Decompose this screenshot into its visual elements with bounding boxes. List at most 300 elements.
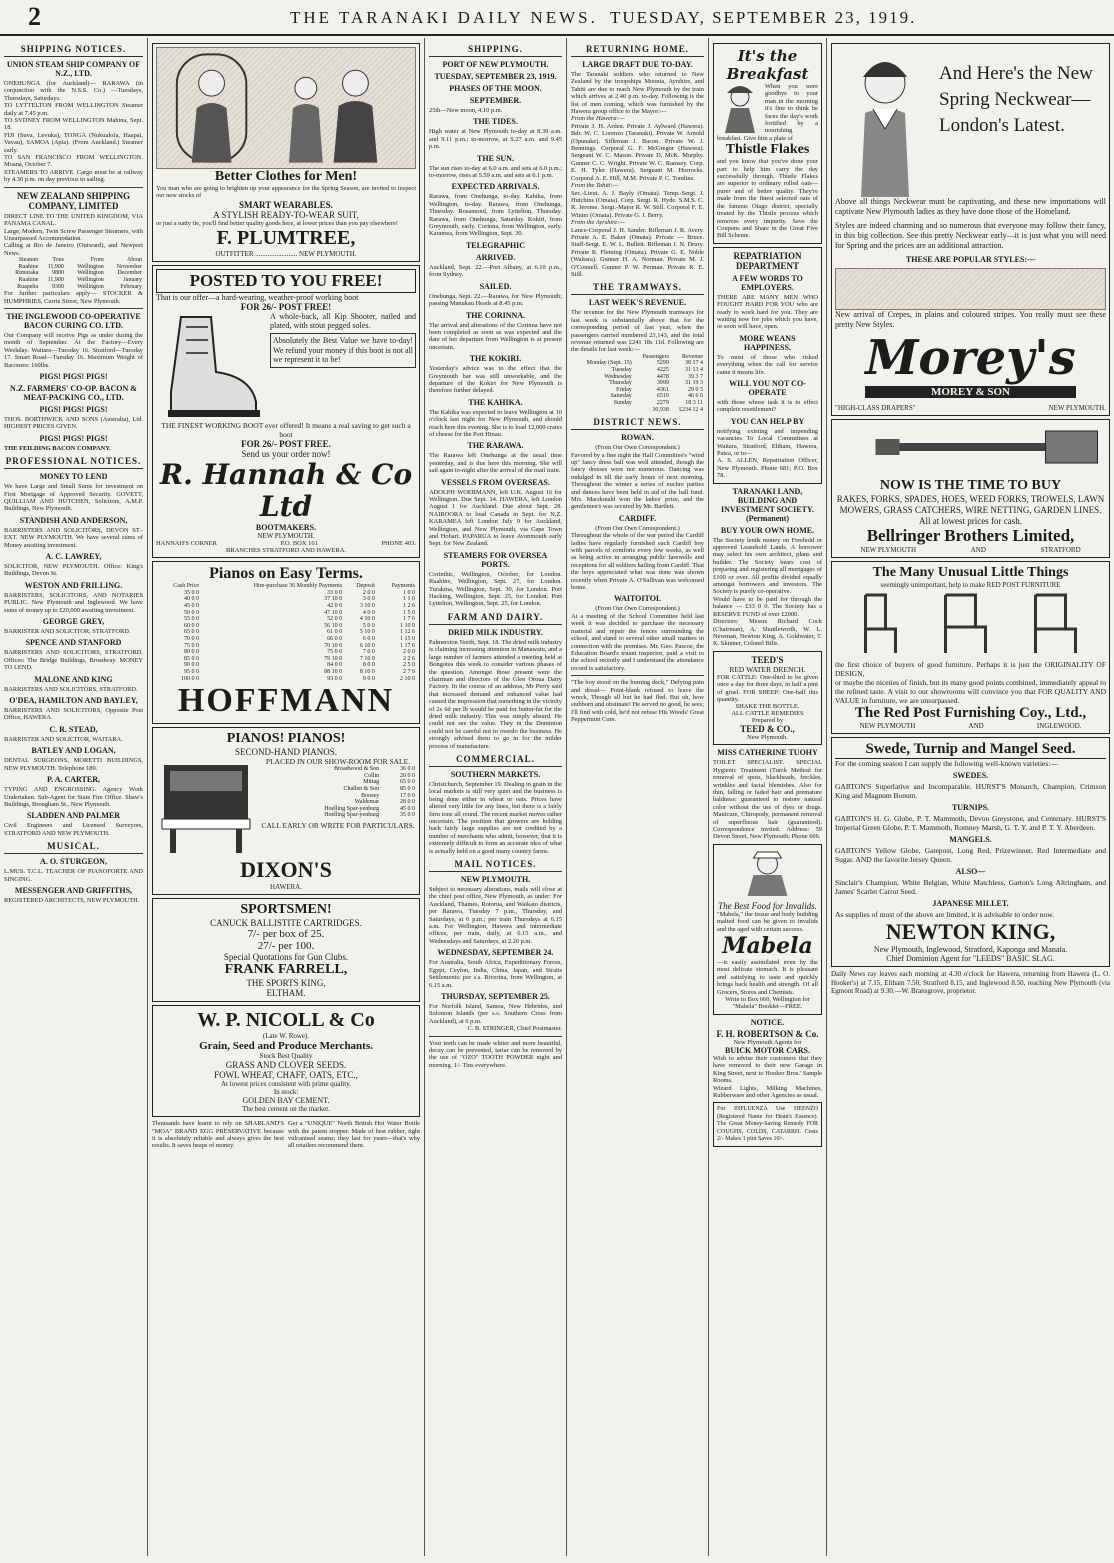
article-subhead: VESSELS FROM OVERSEAS.	[441, 477, 550, 487]
article-subhead: LAST WEEK'S REVENUE.	[588, 298, 687, 308]
section-heading: PROFESSIONAL NOTICES.	[4, 456, 143, 469]
table-cell: 45 0 0	[184, 603, 200, 609]
morey-logo: Morey's	[865, 330, 1076, 386]
advertiser-name: W. P. NICOLL & Co	[197, 1009, 375, 1032]
ad-text: FOR CATTLE: One-third to be given once a day for three days, in half a pint of gruel. FOR SHEEP: One-half this quantity.	[717, 673, 818, 703]
farrell-ad	[152, 898, 420, 1002]
table-cell: 42 0 0	[327, 603, 343, 609]
ad-headline: And Here's the New Spring Neckwear— London's Latest.	[939, 63, 1093, 136]
notice-heading: GEORGE GREY,	[42, 617, 105, 627]
table-row	[156, 603, 416, 610]
ad-headline: Better Clothes for Men!	[214, 169, 358, 184]
ad-text: —is easily assimilated even by the most delicate stomach. It is pleasant and satisfying to taste and quickly brings back health and strength. Of all Grocers, Stores and Chemists.	[717, 959, 818, 996]
table-cell: 2 7 6	[403, 668, 415, 675]
table-cell: 66 0 0	[327, 635, 343, 642]
article-text: The revenue for the New Plymouth tramways for last week is substantially above that for the corresponding period of last year, when the passengers carried numbered 23,143, and the total revenue returned was £241 18s 11d. Following are the details for last week:—	[571, 309, 704, 354]
table-cell: 85 0 0	[184, 655, 200, 662]
table-row	[571, 387, 704, 394]
table-row	[156, 662, 416, 669]
ad-price: 27/- per 100.	[257, 940, 315, 953]
ad-headline: Grain, Seed and Produce Merchants.	[199, 1040, 373, 1053]
table-row	[260, 799, 416, 806]
table-row	[571, 374, 704, 381]
table-cell: 8 0 0	[362, 662, 375, 669]
table-cell: 6510	[656, 393, 669, 400]
ad-text: THE FEILDING BACON COMPANY.	[4, 444, 111, 452]
table-cell: February	[120, 283, 142, 290]
article-subhead: THE CORINNA.	[465, 310, 526, 320]
ad-headline: POSTED TO YOU FREE!	[156, 269, 416, 293]
section-heading: SHIPPING.	[429, 44, 562, 57]
table-cell: 88 10 0	[324, 668, 343, 675]
table-cell: Monday (Sept. 15)	[586, 360, 632, 367]
table-cell: Wednesday	[604, 373, 632, 380]
ad-text: The Society lends money on Freehold or approved Leasehold Lands. A borrower may select his own architect, plans and builder. The Society bears cost of preparing and registering all mortgages of £100 or over. All profits divided equally amongst borrowers and investors. The Society is purely co-operative.	[713, 536, 822, 596]
ad-subline: SMART WEARABLES.	[239, 199, 333, 210]
ad-headline: TEED'S	[751, 654, 784, 665]
ad-subline: CALL EARLY OR WRITE FOR PARTICULARS.	[261, 820, 415, 830]
table-cell: 33 0 0	[327, 589, 343, 596]
piano-icon	[156, 757, 256, 857]
table-cell: 31 19 3	[685, 380, 703, 387]
table-cell: 1 0 0	[403, 589, 415, 596]
table-cell: 1 5 0	[403, 609, 415, 616]
repatriation-ad	[713, 247, 822, 484]
table-cell: December	[117, 270, 142, 277]
ad-text: Absolutely the Best Value we have to-day! We refund your money if this boot is not all we represent it to be!	[270, 333, 416, 368]
table-cell: Rimutaka	[15, 270, 39, 277]
men-illustration	[156, 47, 416, 169]
section-heading: COMMERCIAL.	[429, 754, 562, 767]
notice-heading: MONEY TO LEND	[39, 472, 108, 482]
ad-subline: NEW PLYMOUTH	[859, 722, 916, 730]
ad-subline: GRASS AND CLOVER SEEDS.	[225, 1060, 347, 1071]
ad-subline: BUY YOUR OWN HOME.	[720, 525, 815, 535]
column-shipping-news	[425, 38, 567, 1556]
article-text: 25th—New moon, 4.10 p.m.	[429, 107, 503, 114]
table-cell: 8 10 0	[359, 668, 375, 675]
ad-subline: "HIGH-CLASS DRAPERS"	[835, 404, 916, 412]
ad-text: New arrival of Crepes, in plains and coloured stripes. You really must see these pretty New Styles.	[835, 310, 1106, 329]
ad-text: THERE ARE MANY MEN WHO FOUGHT HARD FOR YOU who are ready to work hard for you. They are waiting now for jobs which you have, or soon will have, open.	[717, 293, 818, 331]
ozo-ad: Your teeth can be made whiter and more beautiful, decay can be prevented, tartar can be removed by the use of "OZO" TOOTH POWDER night and morning. 1/- Tins everywhere.	[429, 1039, 562, 1069]
notice-text: BARRISTERS, SOLICITORS, AND NOTARIES PUBLIC. New Plymouth and Inglewood. We have sums of money up to £20,000 awaiting investment.	[4, 591, 143, 614]
table-row	[156, 643, 416, 650]
page-number: 2	[28, 2, 41, 31]
column-small-ads	[709, 38, 827, 1556]
ad-subline: BUICK MOTOR CARS.	[725, 1045, 810, 1055]
ad-heading: THE INGLEWOOD CO-OPERATIVE BACON CURING CO. LTD.	[6, 311, 141, 330]
ad-text: GARTON'S Superlative and Incomparable. HURST'S Monarch, Champion, Crimson King and Magnum Bonum.	[835, 782, 1106, 800]
table-cell: 5 10 0	[359, 629, 375, 636]
ad-subline: New Plymouth Agents for	[733, 1038, 802, 1046]
table-cell: 55 0 0	[184, 616, 200, 623]
table-cell: 2 0 0	[362, 589, 375, 596]
ad-headline: Swede, Turnip and Mangel Seed.	[835, 741, 1106, 759]
table-row	[260, 779, 416, 786]
table-cell: 52 0 0	[327, 616, 343, 623]
ad-subline: Chief Dominion Agent for "LEEDS" BASIC SLAG.	[886, 954, 1055, 963]
notice-text: SOLICITOR, NEW PLYMOUTH. Office: King's Buildings, Devon St.	[4, 563, 143, 578]
ad-subline: MORE WEANS HAPPINESS.	[739, 333, 796, 352]
table-cell: 5299	[656, 360, 669, 367]
table-cell: 6 10 0	[359, 642, 375, 649]
column-advertisements	[148, 38, 425, 1556]
hoffmann-logo: HOFFMANN	[177, 682, 395, 720]
column-shipping-professional	[0, 38, 148, 1556]
table-header-cell: Deposit	[356, 583, 375, 590]
ad-subline: At lowest prices consistent with prime quality.	[221, 1080, 351, 1089]
ad-text: DIRECT LINE TO THE UNITED KINGDOM, VIA PANAMA CANAL.	[4, 212, 143, 228]
table-cell: 39 3 7	[688, 373, 703, 380]
table-cell: 5 0 0	[362, 622, 375, 629]
ad-text: To most of those who risked everything when the call for service came it means life.	[717, 353, 818, 376]
table-row	[156, 623, 416, 630]
table-cell: 75 0 0	[327, 649, 343, 656]
ad-text: Directors: Messrs Richard Cock (Chairman), A. Shuttleworth, W. L. Newman, Newton King, A. Goldwater, T. K. Skinner, Colonel Bilis.	[713, 618, 822, 648]
ad-text: TO SAN FRANCISCO FROM WELLINGTON. Moana, October 7.	[4, 154, 143, 169]
ad-text: Write to Box 660, Wellington for "Mabela" Booklet—FREE.	[725, 996, 810, 1011]
advertiser-name: F. PLUMTREE,	[216, 227, 356, 250]
article-subhead: WEDNESDAY, SEPTEMBER 24.	[437, 948, 554, 958]
table-cell: Ruapehu	[17, 283, 39, 290]
table-cell: 65 0 0	[184, 629, 200, 636]
article-subhead: PORT OF NEW PLYMOUTH.	[442, 60, 549, 69]
table-cell: 18 3 11	[685, 399, 703, 406]
table-cell: Ruahine	[18, 276, 39, 283]
article-subhead: STEAMERS FOR OVERSEA PORTS.	[443, 550, 548, 569]
heenzo-ad: For INFLUENZA Use HEENZO (Registered Name for Hean's Essence). The Great Money-Saving Remedy FOR COUGHS, COLDS, CATARRH. Costs 2/- Makes 1 pint Saves 10/-.	[713, 1102, 822, 1147]
article-byline: (From Our Own Correspondent.)	[595, 524, 680, 532]
table-cell: 6 0 0	[362, 635, 375, 642]
ad-headline: The Best Food for Invalids.	[718, 900, 817, 911]
table-row	[260, 773, 416, 780]
table-cell: 95 0 0	[184, 668, 200, 675]
ad-subline: In stock:	[273, 1088, 299, 1097]
table-cell: Thursday	[609, 380, 632, 387]
table-cell: Hoelling Spar-yenburg	[324, 805, 380, 812]
table-cell: 3999	[656, 380, 669, 387]
table-cell: Boosey	[361, 792, 380, 799]
sharland-ad: Thousands have learnt to rely on SHARLAND'S "MOA" BRAND EGG PRESERVATIVE because it is absolutely reliable and always gives the best results. It saves heaps of money.	[152, 1120, 284, 1150]
red-post-ad	[831, 561, 1110, 734]
advertiser-address: HAWERA.	[270, 883, 302, 892]
notice-heading: SPENCE AND STANFORD	[25, 638, 122, 648]
ad-subline: BOOTMAKERS.	[255, 523, 317, 533]
article-subhead: THE KOKIRI.	[469, 354, 522, 364]
issue-date: TUESDAY, SEPTEMBER 23, 1919.	[610, 8, 917, 27]
table-cell: Saturday	[610, 393, 632, 400]
table-cell: 29 0 5	[688, 386, 703, 393]
ad-subline: Send us your order now!	[241, 449, 331, 460]
advertiser-name: DIXON'S	[240, 857, 332, 883]
table-header-cell: Payments	[391, 583, 415, 590]
table-header-cell: Revenue	[682, 353, 703, 360]
table-header-cell: Cash Price	[173, 583, 200, 590]
table-cell: 1 15 0	[400, 635, 415, 642]
table-cell: Wellington	[77, 270, 104, 277]
table-row	[156, 676, 416, 683]
ad-text: FIJI (Suva, Levuka), TONGA (Nukualofa, Haapai, Vavau), SAMOA (Apia). (From Auckland.) Steamer early.	[4, 131, 143, 154]
neckwear-illustration	[835, 268, 1106, 310]
hoffmann-piano-ad	[152, 561, 420, 724]
ad-text: notifying existing and impending vacancies To Local Committees at Waitara, Stratford, Eltham, Hawera, Patea, or to—	[717, 427, 818, 457]
ad-subline: New Plymouth.	[747, 734, 788, 742]
table-cell: Wellington	[77, 263, 104, 270]
article-text: At a meeting of the School Committee held last week it was decided to purchase the necessary material and repair the fences surrounding the school, and stand to several other small matters in connection with the premises. Mr. Geo. Pascoe, the Education Board's truant inspector, paid a visit to the school recently and I understand the attendance record is satisfactory.	[571, 612, 704, 672]
table-cell: Mittag	[363, 779, 380, 786]
dixon-piano-ad	[152, 727, 420, 895]
ad-subline: THESE ARE POPULAR STYLES:—	[905, 255, 1036, 264]
table-cell: 17 0 0	[400, 792, 415, 799]
ad-text: A whole-back, all Kip Shooter, nailed and plated, with stout pegged soles.	[270, 312, 416, 331]
article-text: The arrival and alterations of the Corinna have not been completed as soon as was expected and the date of her departure from Wellington is at present uncertain.	[429, 321, 562, 351]
ad-headline: MISS CATHERINE TUOHY	[717, 748, 818, 758]
ad-text: A. S. ALLEN, Repatriation Officer, New Plymouth. Phone 681; P.O. Box 78.	[717, 457, 818, 480]
table-row	[4, 277, 143, 284]
ad-heading: PIGS! PIGS! PIGS!	[39, 371, 108, 381]
ad-text: Calling at Rio de Janeiro (Outward), and Newport News.	[4, 242, 143, 257]
notice-text: REGISTERED ARCHITECTS, NEW PLYMOUTH.	[4, 896, 140, 904]
ad-headline: NOTICE.	[750, 1017, 785, 1027]
ad-subline: JAPANESE MILLET.	[932, 899, 1009, 908]
ad-subline: FOWL WHEAT, CHAFF, OATS, ETC.,	[214, 1070, 358, 1081]
table-cell	[571, 407, 633, 414]
table-cell: 3 0 0	[362, 596, 375, 603]
article-subhead: THE RARAWA.	[467, 441, 524, 451]
ad-text: STEAMERS TO ARRIVE. Cargo must be at railway by 4.30 p.m. on day previous to sailing.	[4, 168, 143, 184]
ad-subline: NEW PLYMOUTH.	[257, 532, 315, 541]
table-row	[571, 367, 704, 374]
table-cell: 30,938	[652, 406, 669, 413]
table-cell: 35 0 0	[184, 589, 200, 596]
ad-headline: REPATRIATION DEPARTMENT	[733, 250, 802, 271]
ad-heading: PIGS! PIGS! PIGS!	[39, 433, 108, 443]
column-local-news	[567, 38, 709, 1556]
article-text: The Rarawa left Onehunga at the usual time yesterday, and is due here this morning. She will sail again to-night after the arrival of the mail train.	[429, 452, 562, 475]
table-cell: 4225	[656, 367, 669, 373]
article-subhead: THURSDAY, SEPTEMBER 25.	[441, 991, 550, 1001]
advertiser-name: F. H. ROBERTSON & Co.	[716, 1028, 819, 1039]
article-signoff: C. B. STRINGER, Chief Postmaster.	[467, 1025, 562, 1033]
table-cell: 1 2 6	[403, 603, 415, 609]
mabela-ad	[713, 844, 822, 1015]
article-subhead: EXPECTED ARRIVALS.	[451, 182, 540, 192]
notice-heading: WESTON AND FRILLING.	[24, 580, 123, 590]
table-cell: 2279	[656, 399, 669, 406]
article-subhead: ROWAN.	[621, 433, 654, 443]
table-row	[571, 360, 704, 367]
article-subhead: WAITOITOI.	[613, 594, 662, 604]
table-cell: 28 0 0	[400, 799, 415, 806]
ad-address: HANNAH'S CORNER	[156, 540, 217, 548]
advertiser-name: The Red Post Furnishing Coy., Ltd.,	[854, 705, 1087, 721]
table-row	[156, 610, 416, 617]
ad-subline: THE SPORTS KING,	[246, 978, 326, 989]
ad-text: TO LYTTELTON FROM WELLINGTON Steamer daily at 7.45 p.m.	[4, 102, 143, 117]
ad-subline: STRATFORD	[1040, 546, 1081, 554]
daily-news-car-notice: Daily News ray leaves each morning at 4.30 o'clock for Hawera, returning from Hawera (L. O. Hooker's) at 7.15, Eltham 7.50, Stratford 8.15, and Inglewood 8.50, reaching New Plymouth (via Egmont Road) at 9.30.—W. Bransgrove, proprietor.	[831, 970, 1110, 995]
table-header-cell: About	[127, 257, 142, 264]
ad-subline: Stock Best Quality	[259, 1052, 313, 1061]
ad-subline: The best cement on the market.	[242, 1105, 330, 1114]
notice-heading: A. C. LAWREY,	[45, 552, 102, 561]
article-text: The Kahika was expected to leave Wellington at 10 o'clock last night for New Plymouth, and should reach here this evening. She is to load 12,000 crates of cheese for the Port Hinau.	[429, 408, 562, 438]
article-subhead: THE SUN.	[477, 153, 514, 163]
table-cell: 1 17 6	[400, 642, 415, 649]
article-text: Lance-Corporal J. H. Sander. Rifleman J. R. Avery. Private A. E. Baker (Omata). Private — Bruce. Staff-Sergt. E. W. L. Bullett. Rifleman J. N. Drury. Private R. Fleming (Omata). Private G. E. Noble (Waitara). Gunner H. A. Norman. Private M. J. O'Connell. Gunner P. W. Perman. Private R. E. Still.	[571, 226, 704, 278]
table-cell: Challen & Son	[343, 785, 380, 792]
table-row	[260, 812, 416, 819]
ad-text: and you know that you've done your part to help him carry the day successfully through. Thistle Flakes are superior to ordinary rolled oats—purer and of better quality. They're made from the finest selected oats of the famous Otago district, specially treated by the Thistle process which removes every impurity. Save the Coupons and Share in the Great Five Bill Scheme.	[717, 158, 818, 240]
ad-text: Large, Modern, Twin Screw Passenger Steamers, with Unsurpassed Accommodation.	[4, 227, 143, 242]
ad-subline: ALSO—	[955, 867, 986, 876]
ad-subline: AND	[968, 722, 984, 730]
ad-price: FOR 26/- POST FREE.	[241, 439, 331, 450]
notice-text: Civil Engineers and Licensed Surveyors, STRATFORD AND NEW PLYMOUTH.	[4, 822, 143, 837]
ad-subline: WILL YOU NOT CO-OPERATE	[729, 378, 806, 397]
ad-text: When you were goodbye to your man in the morning it's fine to think he faces the day's work fortified by a nourishing breakfast. Give him a plate of	[717, 83, 818, 142]
ad-price: 7/- per box of 25.	[247, 928, 325, 941]
article-subhead: LARGE DRAFT DUE TO-DAY.	[582, 60, 693, 69]
table-header-cell: Passengers	[642, 353, 669, 360]
table-cell: 47 10 0	[324, 609, 343, 616]
article-text: Onehunga, Sept. 22.—Rarawa, for New Plymouth; passing Manukau Heads at 8.45 p.m.	[429, 292, 562, 308]
table-row	[571, 407, 704, 414]
article-text: Corinthic, Wellington, October, for London. Ruahine, Wellington, Sept. 27, for London. Turakina, Wellington, Sept. 30, for London. Port Hacking, Wellington, Sept. 25, for London. Port Lyttelton, Wellington, Sept. 25, for London.	[429, 570, 562, 608]
ad-text: TO SYDNEY FROM WELLINGTON Mahina, Sept. 18.	[4, 117, 143, 132]
notice-heading: P. A. CARTER,	[47, 775, 100, 785]
article-text: Sec.-Lieut. A. J. Bayly (Omata). Temp.-Sergt. J. Hutchins (Omata). Corp. Sergt. R. Hyde. S.M.S. C. R. Jerome. Sergt.-Major R. W. Still. Corporal F. E. Winter (Omata). Private G. J. Berry.	[571, 189, 704, 219]
table-cell: 9300	[51, 283, 64, 290]
hannah-boot-ad	[152, 265, 420, 558]
advertiser-address: OUTFITTER ........................ NEW PLYMOUTH.	[215, 250, 357, 259]
ad-text: GARTON'S Yellow Globe, Gatepost, Long Red, Prizewinner, Red Intermediate and Sugar. AND the favorite Jersey Queen.	[835, 846, 1106, 864]
table-cell: 11,900	[47, 263, 64, 270]
article-text: Yesterday's advice was to the effect that the Greymouth bar was still unworkable, and the departure of the Kokiri for New Plymouth is therefore further delayed.	[429, 365, 562, 395]
newspaper-title: THE TARANAKI DAILY NEWS.	[290, 8, 598, 27]
notice-heading: STANDISH AND ANDERSON,	[19, 515, 128, 525]
table-cell: 46 6 6	[688, 393, 703, 400]
table-cell: 2 10 0	[400, 675, 415, 682]
ad-text: That is our offer—a hard-wearing, weather-proof working boot	[156, 293, 359, 303]
chairs-icon	[835, 589, 1106, 655]
table-cell: 61 0 0	[327, 629, 343, 636]
article-subhead: THE TIDES.	[473, 117, 518, 127]
table-row	[156, 636, 416, 643]
ad-text: or maybe the niceties of finish, but its many good points combined, immediately appeal to the refined taste. A visit to our showrooms will convince you that FOR QUALITY AND VALUE in furniture, we are unsurpassed.	[835, 678, 1106, 705]
table-cell: 2 0 0	[403, 649, 415, 656]
table-cell: Ruahine	[18, 263, 39, 270]
table-cell: Broadwood & Son	[334, 766, 380, 773]
hot-water-bottle-ad: Get a "UNIQUE" North British Hot Water Bottle with the patent stopper. Made of best rubber, tight vulcanised seams; they last for years—that's why all retailers recommend them.	[288, 1120, 420, 1150]
ad-text: Our Company will receive Pigs as under during the month of September. At the Factory—Every Weekday. Waitara—Tuesday 16. Stratford—Tuesday 17. Smart Road—Tuesday 16. Maximum Weight of Baconers: 160lbs.	[4, 331, 143, 369]
table-header-cell: Steamer	[18, 257, 39, 264]
table-header-cell: From	[90, 257, 104, 264]
article-subhead: SOUTHERN MARKETS.	[450, 769, 541, 779]
nurse-icon	[717, 848, 818, 896]
ad-subline: PLACED IN OUR SHOW-ROOM FOR SALE.	[265, 757, 411, 767]
notice-text: L.MUS. T.C.L. TEACHER OF PIANOFORTE AND SINGING.	[4, 868, 143, 883]
sailings-table	[4, 257, 143, 290]
table-cell: Friday	[616, 386, 632, 393]
table-cell: 7 10 0	[359, 655, 375, 662]
ad-text: Wish to advise their customers that they have removed to their new Garage in King Street, next to Hooker Bros.' Sample Rooms.	[713, 1054, 822, 1085]
ad-text: THE FINEST WORKING BOOT ever offered! It means a real saving to get such a boot	[161, 421, 411, 439]
article-text: Subject to necessary alterations, mails will close at the chief post office, New Plymouth, as under: For Auckland, Thames, Rotorua, and Waikato districts, per Rarawa, Tuesday 7 p.m., Thursday, and Saturdays, at 6 p.m.; per train Thursdays at 6.15 a.m. For Wellington, Hawera and intermediate offices, per train, daily, at 6.15 a.m., and Wednesdays and Saturdays, at 2.20 p.m.	[429, 886, 562, 945]
article-text: Christchurch, September 19. Dealing in grain in the local markets is still very quiet and the business is being done either in wheat or oats. Prices have altered very little for any lines, but there is a fairly firm tone all round. The recent market moves rather uncertain. The position that growers are holding back fairly large supplies are not credited by a number of merchants who admit, however, that it is extremely difficult to form an accurate idea of what is actually held on a good many country farms.	[429, 780, 562, 855]
ad-subline: ELTHAM.	[266, 988, 306, 999]
table-cell: 100 0 0	[181, 675, 200, 682]
woman-neckwear-icon	[835, 47, 935, 197]
thistle-flakes-ad	[713, 43, 822, 244]
article-subhead: TUESDAY, SEPTEMBER 23, 1919.	[434, 72, 557, 81]
table-row	[156, 616, 416, 623]
ad-address: BRANCHES STRATFORD AND HAWERA.	[225, 547, 347, 555]
ad-text: THOS. BORTHWICK AND SONS (Australia), Ltd. HIGHEST PRICES GIVEN.	[4, 415, 143, 431]
ad-subline: SHAKE THE BOTTLE.	[735, 703, 800, 711]
ad-headline: It's the Breakfast	[726, 47, 809, 83]
table-row	[156, 590, 416, 597]
article-text: The Taranaki soldiers who returned to New Zealand by the troopships Moonta, Ayrshire, and Tahiti are due to reach New Plymouth by the train which arrives at 2.40 p.m. to-day. Following is the list of men coming, which was furnished by the Hawera group office to the Mayor:—	[571, 71, 704, 116]
ad-address: P.O. BOX 161	[280, 540, 318, 548]
ad-address: PHONE 403.	[381, 540, 416, 548]
table-cell: 75 0 0	[184, 642, 200, 649]
table-cell: Sunday	[613, 399, 632, 406]
table-cell: 1 10 0	[400, 622, 415, 629]
table-cell: 7 0 0	[362, 649, 375, 656]
table-row	[260, 793, 416, 800]
table-cell: 93 0 0	[327, 675, 343, 682]
ad-text: GARTON'S H. G. Globe, P. T. Mammoth, Devon Greystone, and Centenary. HURST'S Imperial Green Globe, P. T. Mammoth, Romney Marsh, G. T. Y. and P. T. Y. Aberdeen.	[835, 814, 1106, 832]
mabela-logo: Mabela	[722, 933, 813, 960]
notice-text: BARRISTERS AND SOLICITORS, STRATFORD. Offices: The Bridge Buildings, Broadway. MONEY TO LEND.	[4, 649, 143, 672]
table-cell: 3 10 0	[359, 603, 375, 609]
ad-subline: SECOND-HAND PIANOS.	[234, 747, 337, 758]
table-row	[4, 270, 143, 277]
ad-headline: Pianos on Easy Terms.	[209, 565, 363, 583]
table-cell: 79 10 0	[324, 655, 343, 662]
ad-text: or just a natty tie, you'll find better quality goods here, at lower prices than you pay elsewhere!	[156, 219, 398, 227]
ad-text: RAKES, FORKS, SPADES, HOES, WEED FORKS, TROWELS, LAWN MOWERS, GRASS CATCHERS, WIRE NETTING, GARDEN LINES.	[836, 494, 1105, 515]
table-cell: Wellington	[77, 276, 104, 283]
table-cell: Hoelling Spar-yenburg	[324, 812, 380, 819]
table-row	[4, 264, 143, 271]
column-display-ads	[827, 38, 1114, 1556]
advertiser-name: FRANK FARRELL,	[224, 962, 348, 978]
article-text: Favored by a fine night the Hall Committee's "wind up" fancy dress ball was well attended, though the fancy dresses were not numerous. Dancing was indulged in till the early hours of next morning. Throughout the winter a series of euchre parties and dances have been held in aid of the hall fund. Mrs. Macdonald won the ladies' prize, and the gentlemen's was secured by Mr. Bartlett.	[571, 451, 704, 511]
section-heading: SHIPPING NOTICES.	[4, 44, 143, 57]
ad-subline: RED WATER DRENCH.	[729, 664, 806, 674]
table-cell: 31 13 4	[685, 367, 703, 373]
article-text: From the Hawera:—	[571, 115, 625, 123]
table-cell: 2 2 6	[403, 655, 415, 662]
ad-subline: NEW PLYMOUTH	[860, 546, 917, 554]
notice-text: TYPING AND ENGROSSING. Agency Work Undertaken. Sub-Agent for State Fire Office. Shaw's Buildings, Brougham St., New Plymouth.	[4, 786, 143, 808]
morey-neckwear-ad	[831, 43, 1110, 416]
ad-text: Wizard Lights, Milking Machines, Rubberware and other Agencies as usual.	[713, 1084, 822, 1099]
advertiser-name: NEWTON KING,	[885, 919, 1056, 944]
table-row	[571, 393, 704, 400]
masthead	[0, 0, 1114, 36]
hannah-logo: R. Hannah & Co Ltd	[159, 458, 413, 524]
table-row	[156, 596, 416, 603]
article-text: For Norfolk Island, Samoa, New Hebrides, and Solomon Islands (per s.s. Southern Cross from Auckland), at 6 p.m.	[429, 1002, 562, 1025]
ad-text: As supplies of most of the above are limited, it is advisable to order now.	[835, 910, 1055, 919]
secondhand-table	[260, 766, 416, 819]
spade-icon	[835, 423, 1106, 473]
piano-price-table	[156, 583, 416, 682]
